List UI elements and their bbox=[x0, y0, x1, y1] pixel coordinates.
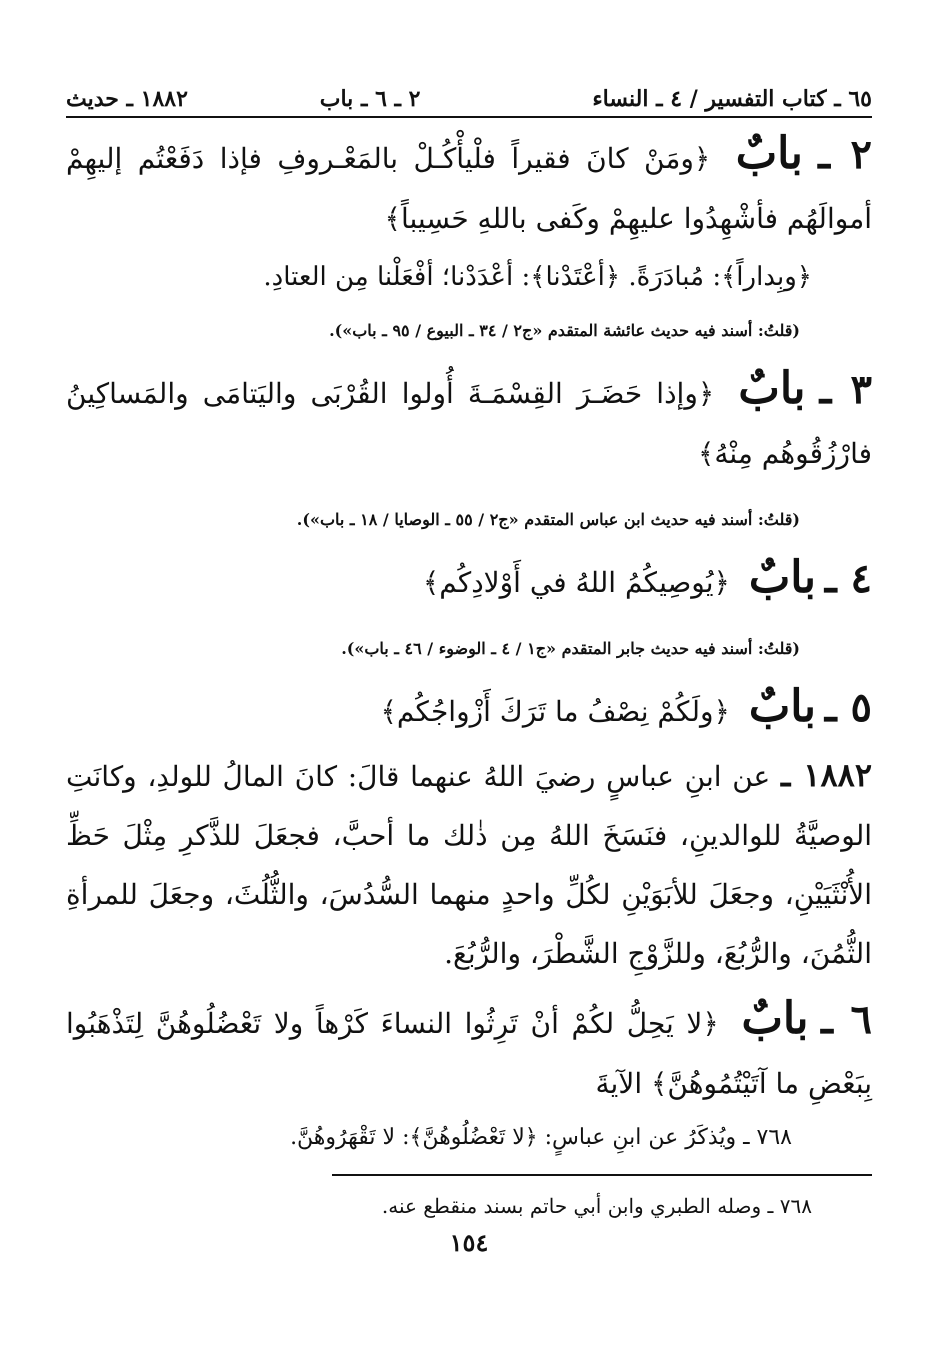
chapter-5-heading bbox=[66, 677, 872, 742]
running-header bbox=[66, 86, 872, 118]
chapter-4 bbox=[66, 548, 872, 613]
chapter-2-gloss: ﴿وبِداراً﴾: مُبادَرَةً. ﴿أعْتَدْنا﴾: أعْدَدْنا؛ أفْعَلْنا مِن العتادِ. bbox=[263, 262, 812, 293]
chapter-2-note: (قلتُ: أسند فيه حديث عائشة المتقدم «ج٢ / ٣٤ ـ البيوع / ٩٥ ـ باب»). bbox=[329, 321, 800, 341]
chapter-6-verse: ﴿لا يَحِلُّ لكُمْ أنْ تَرِثُوا النساءَ كَرْهاً ولا تَعْضُلُوهُنَّ لِتَذْهَبُوا بِبَعْضِ ما آتَيْتُمُوهُنَّ﴾ الآيةَ bbox=[66, 1007, 872, 1101]
hadith-number: ١٨٨٢ ـ bbox=[780, 756, 872, 795]
page-number: ١٥٤ bbox=[449, 1228, 489, 1258]
chapter-6-word: بابٌ bbox=[741, 993, 809, 1045]
footnote-divider bbox=[332, 1174, 872, 1176]
chapter-6-heading bbox=[66, 989, 872, 1114]
chapter-4-number: ٤ ـ bbox=[824, 555, 872, 603]
chapter-3-note: (قلتُ: أسند فيه حديث ابن عباس المتقدم «ج٢ / ٥٥ ـ الوصايا / ١٨ ـ باب»). bbox=[296, 510, 800, 530]
chapter-2 bbox=[66, 124, 872, 345]
chapter-5-verse: ﴿ولَكُمْ نِصْفُ ما تَرَكَ أَزْواجُكُم﴾ bbox=[380, 695, 730, 729]
hadith-1882 bbox=[66, 746, 872, 983]
book-page bbox=[66, 86, 872, 1257]
header-book-title: ٦٥ ـ كتاب التفسير / ٤ ـ النساء bbox=[592, 86, 872, 112]
header-hadith-number: ١٨٨٢ ـ حديث bbox=[66, 86, 188, 112]
chapter-5-word: بابٌ bbox=[748, 681, 816, 733]
chapter-2-word: بابٌ bbox=[735, 128, 803, 180]
footnote-768: ٧٦٨ ـ وصله الطبري وابن أبي حاتم بسند منقطع عنه. bbox=[381, 1194, 812, 1219]
chapter-2-verse: ﴿ومَنْ كانَ فقيراً فلْيأْكُـلْ بالمَعْـروفِ فإذا دَفَعْتُم إليهِمْ أموالَهُم فأشْهِدُوا عليهِمْ وكَفى باللهِ حَسِيباً﴾ bbox=[66, 142, 872, 236]
chapter-5-number: ٥ ـ bbox=[824, 684, 872, 732]
chapter-2-heading bbox=[66, 124, 872, 249]
chapter-6-commentary: ٧٦٨ ـ ويُذكَرُ عن ابنِ عباسٍ: ﴿لا تَعْضُلُوهُنَّ﴾: لا تَقْهَرُوهُنَّ. bbox=[290, 1125, 792, 1151]
chapter-4-verse: ﴿يُوصِيكُمُ اللهُ في أَوْلادِكُم﴾ bbox=[422, 566, 730, 600]
hadith-text: عن ابنِ عباسٍ رضيَ اللهُ عنهما قالَ: كانَ المالُ للولدِ، وكانَتِ الوصيَّةُ للوالدينِ، فنَسَخَ اللهُ مِن ذٰلك ما أحبَّ، فجعَلَ للذَّكرِ مِثْلَ حَظِّ الأُنْثَيَيْنِ، وجعَلَ للأبَوَيْنِ لكُلِّ واحدٍ منهما السُّدُسَ، والثُّلُثَ، وجعَلَ للمرأةِ الثُّمُنَ، والرُّبُعَ، وللزَّوْجِ الشَّطْرَ، والرُّبُعَ. bbox=[66, 760, 872, 971]
chapter-4-heading bbox=[66, 548, 872, 613]
chapter-4-note: (قلتُ: أسند فيه حديث جابر المتقدم «ج١ / ٤ ـ الوضوء / ٤٦ ـ باب»). bbox=[341, 639, 800, 659]
chapter-3-word: بابٌ bbox=[738, 363, 806, 415]
chapter-3-number: ٣ ـ bbox=[819, 366, 872, 414]
chapter-6 bbox=[66, 989, 872, 1158]
chapter-3-verse: ﴿وإذا حَضَـرَ القِسْمَـةَ أُولوا القُرْبَى واليَتامَى والمَساكِينُ فارْزُقُوهُم مِنْهُ﴾ bbox=[66, 377, 872, 471]
chapter-3 bbox=[66, 359, 872, 534]
header-chapter-range: ٢ ـ ٦ ـ باب bbox=[319, 86, 421, 112]
chapter-5 bbox=[66, 677, 872, 742]
chapter-3-heading bbox=[66, 359, 872, 484]
chapter-2-number: ٢ ـ bbox=[818, 131, 872, 179]
chapter-4-word: بابٌ bbox=[748, 552, 816, 604]
chapter-6-number: ٦ ـ bbox=[821, 996, 872, 1044]
